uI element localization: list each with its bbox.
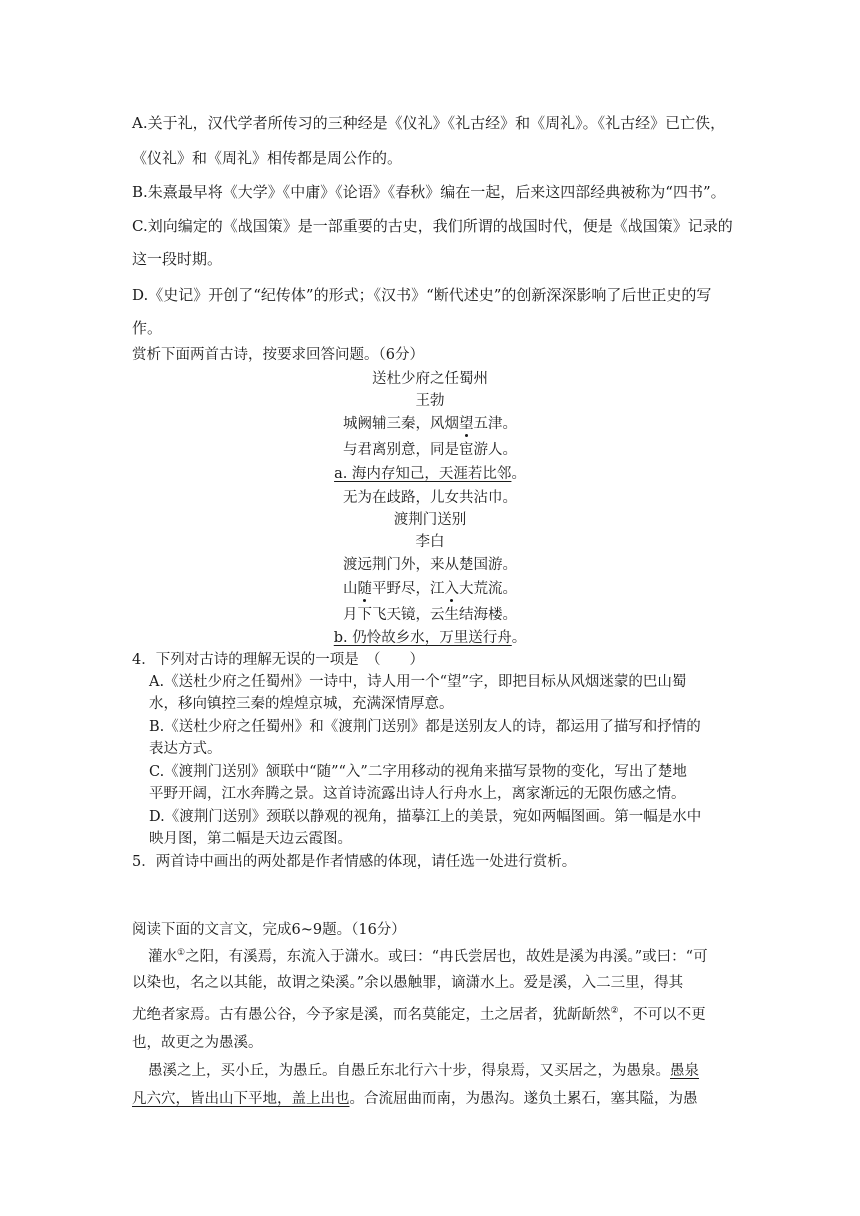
poem-section-intro: 赏析下面两首古诗，按要求回答问题。（6分）	[132, 347, 424, 363]
option-d-line1: D.《史记》开创了“纪传体”的形式；《汉书》“断代述史”的创新深深影响了后世正史的写	[132, 286, 712, 304]
reading-intro: 阅读下面的文言文，完成6~9题。（16分）	[132, 922, 406, 938]
q4-option-c-line2: 平野开阔，江水奔腾之景。这首诗流露出诗人行舟水上，离家渐远的无限伤感之情。	[149, 786, 686, 802]
q4-option-a-line1: A.《送杜少府之任蜀州》一诗中，诗人用一个“望”字，即把目标从风烟迷蒙的巴山蜀	[149, 674, 687, 690]
q4-option-b-line1: B.《送杜少府之任蜀州》和《渡荆门送别》都是送别友人的诗，都运用了描写和抒情的	[149, 719, 701, 735]
passage-p2-line1: 愚溪之上，买小丘，为愚丘。自愚丘东北行六十步，得泉焉，又买居之，为愚泉。愚泉	[148, 1063, 699, 1079]
poem2-title: 渡荆门送别	[393, 512, 467, 528]
poem1-author: 王勃	[415, 393, 445, 409]
passage-p1-line1: 灌水①之阳，有溪焉，东流入于潇水。或曰：“冉氏尝居也，故姓是溪为冉溪。”或曰：“可	[148, 948, 708, 965]
poem2-line1: 渡远荆门外，来从楚国游。	[343, 557, 517, 573]
option-a-line2: 《仪礼》和《周礼》相传都是周公作的。	[132, 149, 403, 167]
option-c-line2: 这一段时期。	[132, 250, 223, 268]
underlined-phrase-end: 凡六穴，皆出山下平地，盖上出也	[132, 1091, 350, 1107]
option-b-line1: B.朱熹最早将《大学》《中庸》《论语》《春秋》编在一起，后来这四部经典被称为“四书”。	[132, 183, 726, 201]
emphasis-dot-wang: 望	[459, 412, 474, 433]
poem1-line3-underlined: a. 海内存知己，天涯若比邻。	[334, 466, 526, 482]
poem2-line3: 月下飞天镜，云生结海楼。	[343, 607, 517, 623]
poem2-author: 李白	[415, 534, 445, 550]
footnote-2-marker: ②	[610, 1006, 619, 1017]
q4-option-b-line2: 表达方式。	[149, 741, 222, 757]
option-a-line1: A.关于礼，汉代学者所传习的三种经是《仪礼》《礼古经》和《周礼》。《礼古经》已亡佚，	[132, 114, 726, 132]
poem1-title: 送杜少府之任蜀州	[372, 371, 488, 387]
option-d-line2: 作。	[132, 319, 163, 337]
q4-option-a-line2: 水，移向镇控三秦的煌煌京城，充满深情厚意。	[149, 696, 454, 712]
passage-p1-line2: 以染也，名之以其能，故谓之染溪。”余以愚触罪，谪潇水上。爱是溪，入二三里，得其	[132, 975, 684, 991]
emphasis-dot-sui: 随	[358, 577, 373, 598]
option-c-line1: C.刘向编定的《战国策》是一部重要的古史，我们所谓的战国时代，便是《战国策》记录的	[132, 217, 733, 235]
q4-option-c-line1: C.《渡荆门送别》颔联中“随”“入”二字用移动的视角来描写景物的变化，写出了楚地	[149, 764, 687, 780]
poem2-line2: 山随平野尽，江入大荒流。	[0, 577, 860, 598]
footnote-1-marker: ①	[177, 948, 186, 959]
q4-option-d-line2: 映月图，第二幅是天边云霞图。	[149, 831, 352, 847]
passage-p1-line4: 也，故更之为愚溪。	[132, 1035, 263, 1051]
poem1-line1: 城阙辅三秦，风烟望五津。	[0, 412, 860, 433]
question-5: 5．两首诗中画出的两处都是作者情感的体现，请任选一处进行赏析。	[132, 854, 577, 870]
passage-p2-line2: 凡六穴，皆出山下平地，盖上出也。合流屈曲而南，为愚沟。遂负土累石，塞其隘，为愚	[132, 1091, 698, 1107]
emphasis-dot-ru: 入	[445, 577, 460, 598]
passage-p1-line3: 尤绝者家焉。古有愚公谷，今予家是溪，而名莫能定，土之居者，犹龂龂然②，不可以不更	[132, 1006, 706, 1023]
poem1-line2: 与君离别意，同是宦游人。	[343, 442, 517, 458]
question-4-stem: 4．下列对古诗的理解无误的一项是 （ ）	[132, 652, 424, 668]
underlined-phrase-start: 愚泉	[670, 1063, 699, 1079]
poem2-line4-underlined: b. 仍怜故乡水，万里送行舟。	[333, 630, 527, 646]
q4-option-d-line1: D.《渡荆门送别》颈联以静观的视角，描摹江上的美景，宛如两幅图画。第一幅是水中	[149, 809, 702, 825]
poem1-line4: 无为在歧路，儿女共沾巾。	[343, 490, 517, 506]
